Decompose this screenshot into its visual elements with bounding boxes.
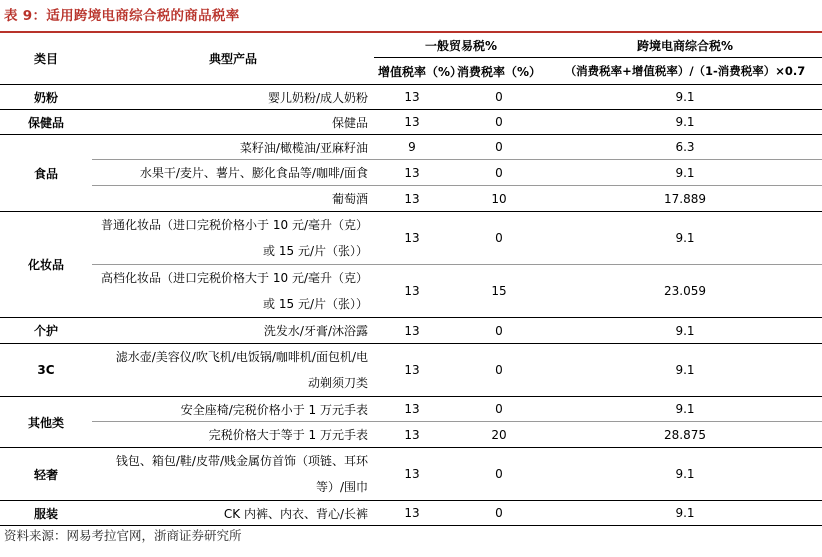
category-cell: 轻奢 [33, 467, 58, 482]
vat-cell: 13 [404, 427, 420, 442]
product-line: 等）/围巾 [315, 480, 368, 494]
vat-cell: 13 [404, 363, 420, 377]
product-cell [92, 265, 374, 318]
vat-cell: 13 [404, 506, 420, 520]
category-cell: 化妆品 [27, 258, 64, 272]
product-cell: 水果干/麦片、薯片、膨化食品等/咖啡/面食 [139, 166, 368, 180]
vat-cell: 13 [404, 231, 420, 245]
combined-cell: 17.889 [664, 191, 706, 206]
product-cell: 葡萄酒 [331, 192, 368, 206]
consumption-cell: 0 [495, 506, 503, 520]
category-cell: 奶粉 [33, 90, 58, 105]
header-product: 典型产品 [92, 33, 374, 85]
vat-cell: 13 [404, 402, 420, 416]
vat-cell: 9 [408, 140, 416, 154]
consumption-cell: 10 [491, 191, 507, 206]
consumption-cell: 0 [495, 165, 503, 180]
header-formula: （消费税率+增值税率）/（1-消费税率）×0.7 [548, 58, 822, 85]
vat-cell: 13 [404, 323, 420, 338]
product-cell: 安全座椅/完税价格小于 1 万元手表 [180, 402, 368, 417]
product-cell: CK 内裤、内衣、背心/长裤 [223, 506, 368, 521]
vat-cell: 13 [404, 165, 420, 180]
consumption-cell: 0 [495, 363, 503, 377]
combined-cell: 9.1 [675, 90, 695, 104]
vat-cell: 13 [404, 284, 420, 298]
vat-cell: 13 [404, 115, 420, 129]
combined-cell: 9.1 [675, 467, 695, 481]
vat-cell: 13 [404, 90, 420, 104]
vat-cell: 13 [404, 191, 420, 206]
combined-cell: 9.1 [675, 115, 695, 129]
tax-rate-table [0, 33, 822, 526]
combined-cell: 9.1 [675, 231, 695, 245]
product-line: 普通化妆品（进口完税价格小于 10 元/毫升（克） [101, 218, 368, 232]
consumption-cell: 0 [495, 323, 503, 338]
consumption-cell: 0 [495, 402, 503, 416]
table-title: 表 9：适用跨境电商综合税的商品税率 [4, 8, 240, 24]
category-cell: 3C [37, 363, 55, 377]
product-cell: 保健品 [331, 115, 368, 130]
product-line: 或 15 元/片（张）） [263, 244, 368, 258]
combined-cell: 28.875 [664, 427, 706, 442]
product-cell [92, 344, 374, 397]
product-cell: 完税价格大于等于 1 万元手表 [208, 428, 368, 442]
consumption-cell: 0 [495, 467, 503, 481]
vat-cell: 13 [404, 467, 420, 481]
category-cell: 服装 [33, 506, 58, 521]
combined-cell: 9.1 [675, 165, 695, 180]
combined-cell: 6.3 [675, 140, 695, 154]
category-cell: 其他类 [27, 415, 64, 430]
product-line: 高档化妆品（进口完税价格大于 10 元/毫升（克） [101, 271, 368, 285]
category-cell: 个护 [33, 324, 58, 338]
consumption-cell: 0 [495, 115, 503, 129]
consumption-cell: 20 [491, 427, 507, 442]
consumption-cell: 15 [491, 284, 507, 298]
product-cell [92, 212, 374, 265]
header-category: 类目 [0, 33, 92, 85]
combined-cell: 9.1 [675, 363, 695, 377]
combined-cell: 9.1 [675, 402, 695, 416]
product-line: 滤水壶/美容仪/吹飞机/电饭锅/咖啡机/面包机/电 [115, 350, 368, 364]
combined-cell: 9.1 [675, 506, 695, 520]
product-cell: 菜籽油/橄榄油/亚麻籽油 [239, 140, 368, 155]
category-cell: 保健品 [27, 115, 64, 130]
category-cell: 食品 [33, 166, 58, 181]
source-note: 资料来源：网易考拉官网，浙商证券研究所 [4, 528, 242, 543]
product-cell [92, 448, 374, 501]
combined-cell: 23.059 [664, 284, 706, 298]
product-line: 动剃须刀类 [307, 376, 368, 390]
header-general-trade: 一般贸易税% [374, 33, 548, 58]
product-line: 钱包、箱包/鞋/皮带/贱金属仿首饰（项链、耳环 [115, 454, 368, 468]
header-vat: 增值税率（%） [374, 58, 450, 85]
product-cell: 洗发水/牙膏/沐浴露 [263, 324, 368, 338]
consumption-cell: 0 [495, 90, 503, 104]
header-cross-border: 跨境电商综合税% [548, 33, 822, 58]
product-cell: 婴儿奶粉/成人奶粉 [267, 90, 368, 105]
header-consumption: 消费税率（%） [450, 58, 548, 85]
combined-cell: 9.1 [675, 323, 695, 338]
product-line: 或 15 元/片（张）） [263, 297, 368, 311]
consumption-cell: 0 [495, 140, 503, 154]
consumption-cell: 0 [495, 231, 503, 245]
